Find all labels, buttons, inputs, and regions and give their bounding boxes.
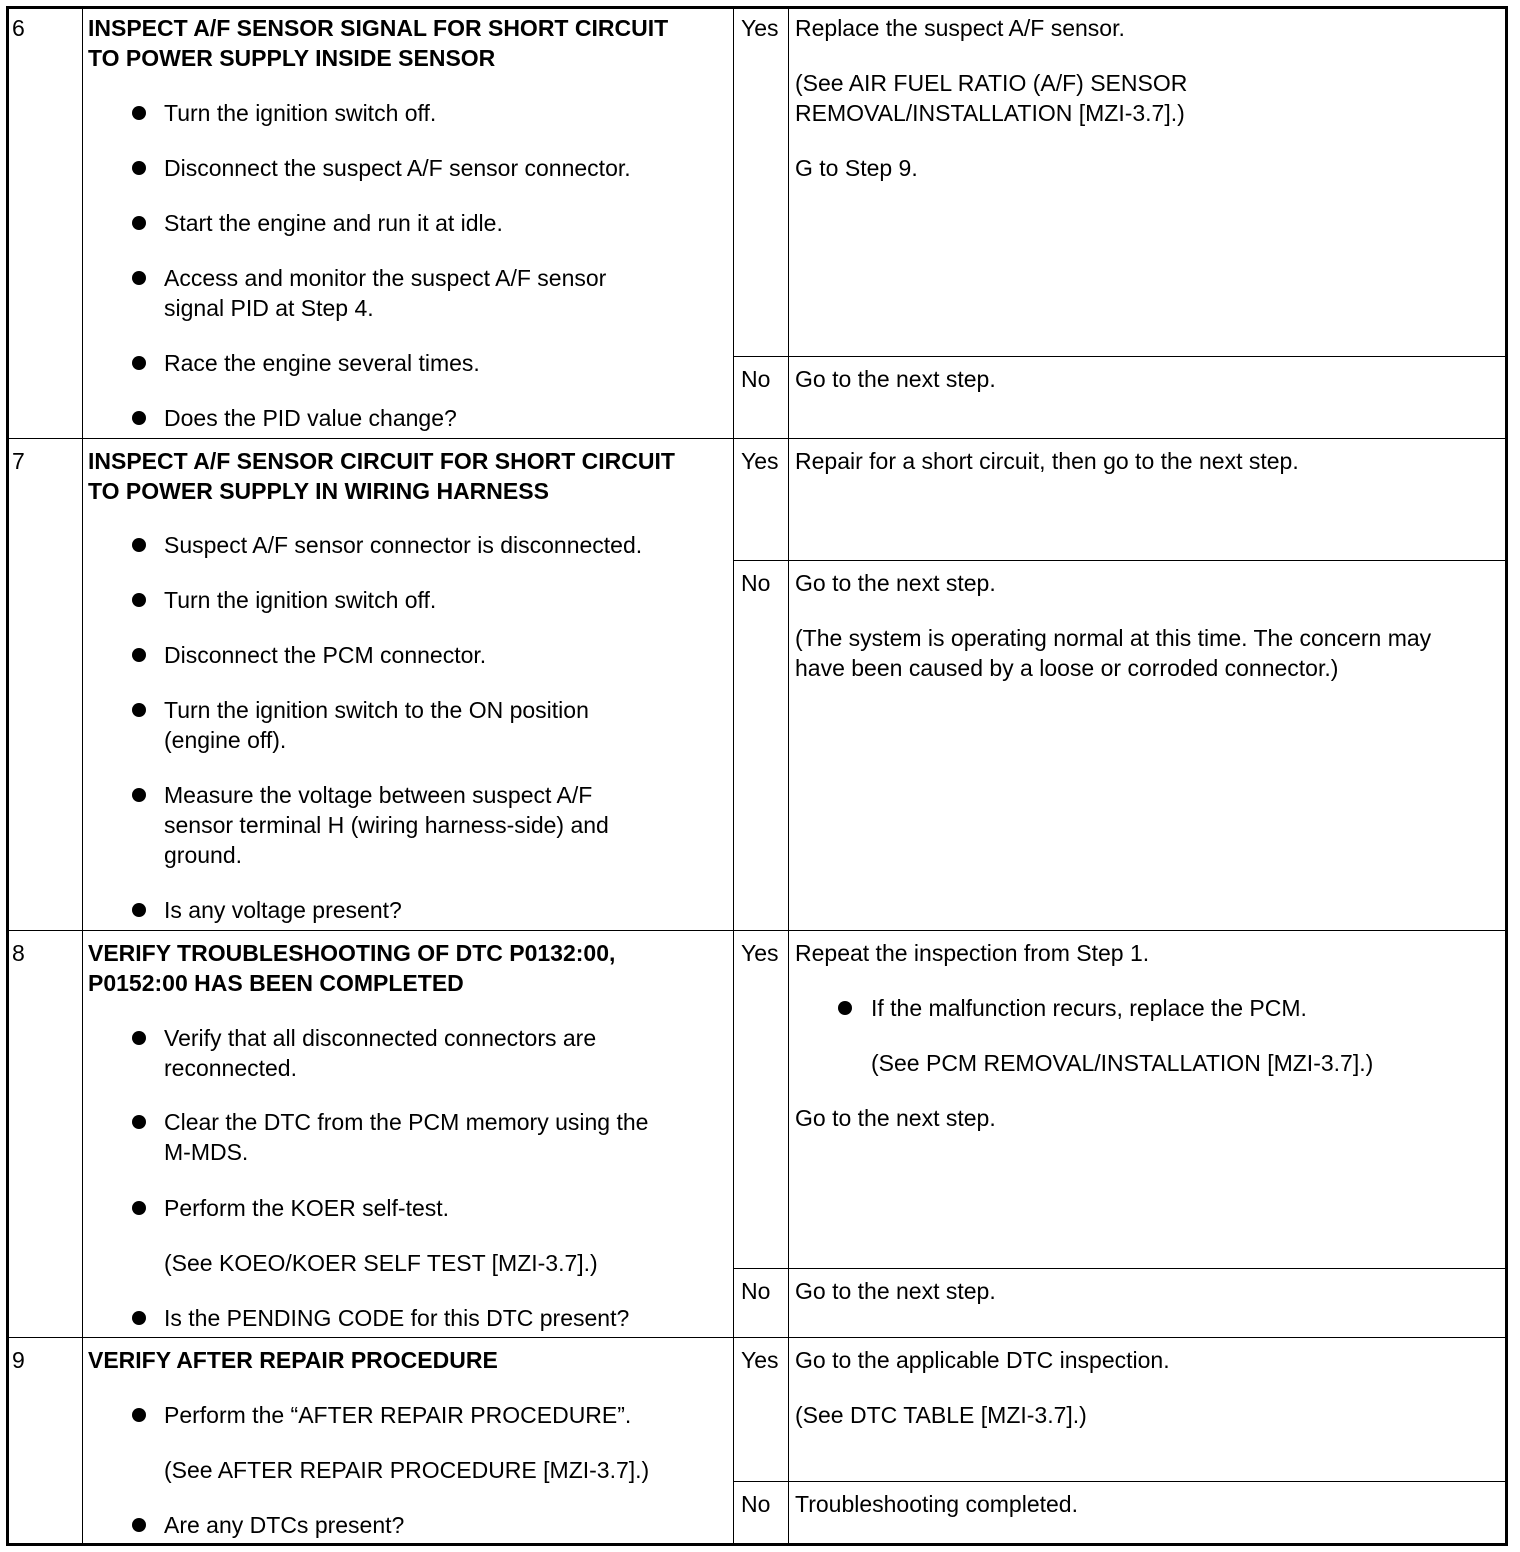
column-divider <box>788 8 789 1544</box>
bullet-icon <box>132 1311 146 1325</box>
step-item: signal PID at Step 4. <box>164 295 374 321</box>
step-item: Verify that all disconnected connectors are <box>164 1025 597 1051</box>
yes-label: Yes <box>741 1347 779 1373</box>
step-item: Turn the ignition switch off. <box>164 100 437 126</box>
step-title: VERIFY TROUBLESHOOTING OF DTC P0132:00, <box>88 940 616 966</box>
step-item: M-MDS. <box>164 1139 249 1165</box>
step-item: Perform the “AFTER REPAIR PROCEDURE”. <box>164 1402 632 1428</box>
step-item: ground. <box>164 842 243 868</box>
table-border-left <box>6 6 9 1546</box>
no-action: Go to the next step. <box>795 570 996 596</box>
bullet-icon <box>132 788 146 802</box>
column-divider <box>82 8 83 1544</box>
step-item-note: (See AFTER REPAIR PROCEDURE [MZI-3.7].) <box>164 1457 650 1483</box>
no-label: No <box>741 1278 771 1304</box>
step-item: sensor terminal H (wiring harness-side) and <box>164 812 609 838</box>
step-item: Disconnect the PCM connector. <box>164 642 487 668</box>
yes-action: (See PCM REMOVAL/INSTALLATION [MZI-3.7].) <box>871 1050 1374 1076</box>
yes-label: Yes <box>741 448 779 474</box>
step-title: P0152:00 HAS BEEN COMPLETED <box>88 970 464 996</box>
step-item: Measure the voltage between suspect A/F <box>164 782 593 808</box>
step-item: Clear the DTC from the PCM memory using the <box>164 1109 649 1135</box>
no-label: No <box>741 366 771 392</box>
bullet-icon <box>132 1031 146 1045</box>
yes-no-divider <box>733 1268 1506 1269</box>
yes-no-divider <box>733 560 1506 561</box>
yes-label: Yes <box>741 15 779 41</box>
step-item: Perform the KOER self-test. <box>164 1195 450 1221</box>
no-action: (The system is operating normal at this time. The concern may <box>795 625 1432 651</box>
step-item: Does the PID value change? <box>164 405 457 431</box>
bullet-icon <box>838 1001 852 1015</box>
step-number: 8 <box>12 940 25 966</box>
no-label: No <box>741 1491 771 1517</box>
yes-action: Replace the suspect A/F sensor. <box>795 15 1125 41</box>
yes-action: Go to the next step. <box>795 1105 996 1131</box>
step-item: Disconnect the suspect A/F sensor connector. <box>164 155 631 181</box>
step-number: 7 <box>12 448 25 474</box>
step-item: Are any DTCs present? <box>164 1512 405 1538</box>
no-label: No <box>741 570 771 596</box>
bullet-icon <box>132 648 146 662</box>
step-item: Turn the ignition switch to the ON position <box>164 697 589 723</box>
step-item: Is the PENDING CODE for this DTC present? <box>164 1305 630 1331</box>
yes-action: If the malfunction recurs, replace the PCM. <box>871 995 1307 1021</box>
no-action: Troubleshooting completed. <box>795 1491 1078 1517</box>
step-number: 6 <box>12 15 25 41</box>
bullet-icon <box>132 1115 146 1129</box>
bullet-icon <box>132 538 146 552</box>
step-item: Access and monitor the suspect A/F sensor <box>164 265 607 291</box>
step-item: Start the engine and run it at idle. <box>164 210 503 236</box>
yes-action: Go to the applicable DTC inspection. <box>795 1347 1170 1373</box>
step-title: INSPECT A/F SENSOR SIGNAL FOR SHORT CIRCUIT <box>88 15 669 41</box>
bullet-icon <box>132 1408 146 1422</box>
no-action: Go to the next step. <box>795 1278 996 1304</box>
step-title: VERIFY AFTER REPAIR PROCEDURE <box>88 1347 498 1373</box>
row-divider <box>8 930 1506 931</box>
bullet-icon <box>132 216 146 230</box>
yes-action: Repair for a short circuit, then go to the next step. <box>795 448 1299 474</box>
no-action: Go to the next step. <box>795 366 996 392</box>
row-divider <box>8 1337 1506 1338</box>
step-title: TO POWER SUPPLY IN WIRING HARNESS <box>88 478 549 504</box>
step-item: (engine off). <box>164 727 287 753</box>
yes-no-divider <box>733 356 1506 357</box>
bullet-icon <box>132 271 146 285</box>
step-number: 9 <box>12 1347 25 1373</box>
column-divider <box>733 8 734 1544</box>
table-border-bottom <box>6 1543 1508 1546</box>
step-item-note: (See KOEO/KOER SELF TEST [MZI-3.7].) <box>164 1250 598 1276</box>
bullet-icon <box>132 106 146 120</box>
step-item: Is any voltage present? <box>164 897 402 923</box>
step-item: Turn the ignition switch off. <box>164 587 437 613</box>
yes-no-divider <box>733 1481 1506 1482</box>
yes-action: REMOVAL/INSTALLATION [MZI-3.7].) <box>795 100 1185 126</box>
bullet-icon <box>132 161 146 175</box>
yes-action: (See AIR FUEL RATIO (A/F) SENSOR <box>795 70 1188 96</box>
yes-action: (See DTC TABLE [MZI-3.7].) <box>795 1402 1087 1428</box>
bullet-icon <box>132 411 146 425</box>
yes-action: G to Step 9. <box>795 155 918 181</box>
bullet-icon <box>132 1518 146 1532</box>
bullet-icon <box>132 903 146 917</box>
row-divider <box>8 438 1506 439</box>
bullet-icon <box>132 356 146 370</box>
bullet-icon <box>132 593 146 607</box>
bullet-icon <box>132 1201 146 1215</box>
step-title: TO POWER SUPPLY INSIDE SENSOR <box>88 45 496 71</box>
step-item: Race the engine several times. <box>164 350 480 376</box>
table-border-top <box>6 6 1508 9</box>
yes-label: Yes <box>741 940 779 966</box>
bullet-icon <box>132 703 146 717</box>
step-item: reconnected. <box>164 1055 297 1081</box>
yes-action: Repeat the inspection from Step 1. <box>795 940 1150 966</box>
step-item: Suspect A/F sensor connector is disconnected. <box>164 532 643 558</box>
step-title: INSPECT A/F SENSOR CIRCUIT FOR SHORT CIRCUIT <box>88 448 675 474</box>
no-action: have been caused by a loose or corroded connector.) <box>795 655 1339 681</box>
table-border-right <box>1505 6 1508 1546</box>
